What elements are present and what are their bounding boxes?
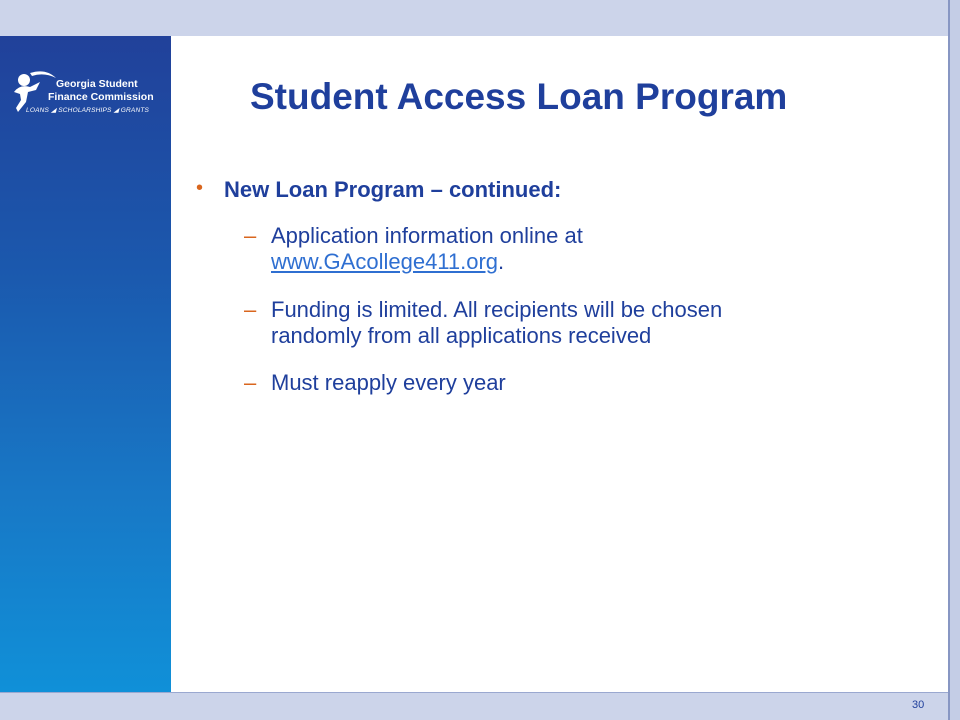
link-period: . xyxy=(498,249,505,274)
application-text: Application information online at xyxy=(271,223,583,248)
logo-name-line1: Georgia Student xyxy=(56,78,138,90)
gsfc-logo xyxy=(10,70,170,120)
website-link[interactable]: www.GAcollege411.org xyxy=(271,249,499,274)
bottom-band xyxy=(0,692,948,720)
right-rail xyxy=(948,0,960,720)
dash-marker-icon: – xyxy=(244,370,257,395)
page-number: 30 xyxy=(912,699,925,711)
funding-text-line1: Funding is limited. All recipients will be chosen xyxy=(271,297,723,322)
bullet-heading: New Loan Program – continued: xyxy=(224,177,562,202)
slide-content-area xyxy=(171,36,948,692)
logo-tagline: LOANS ◢ SCHOLARSHIPS ◢ GRANTS xyxy=(26,107,150,114)
dash-marker-icon: – xyxy=(244,297,257,322)
reapply-text: Must reapply every year xyxy=(271,370,506,395)
funding-text-line2: randomly from all applications received xyxy=(271,323,652,348)
sub-item-text xyxy=(271,297,871,349)
logo-name-line2: Finance Commission xyxy=(48,91,154,103)
slide-title: Student Access Loan Program xyxy=(250,76,788,117)
dash-marker-icon: – xyxy=(244,223,257,248)
bullet-marker-icon: • xyxy=(196,177,204,199)
sidebar xyxy=(0,36,171,692)
sub-item-text xyxy=(271,223,871,275)
top-band xyxy=(0,0,948,37)
